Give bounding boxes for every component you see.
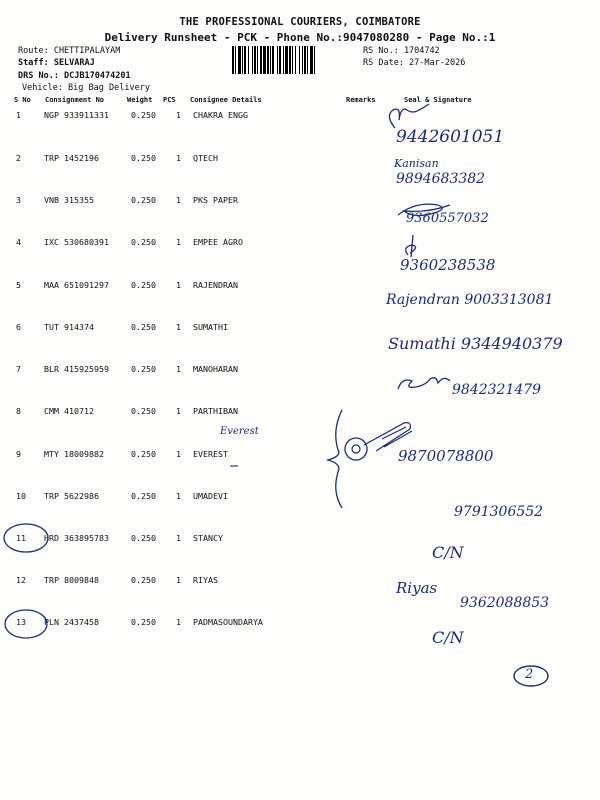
row-weight: 0.250 <box>131 575 156 585</box>
row-sno: 11 <box>16 533 26 543</box>
row-consignment: VNB 315355 <box>44 195 94 205</box>
row-consignee: RIYAS <box>193 575 218 585</box>
table-row <box>0 110 600 130</box>
row-pcs: 1 <box>176 575 181 585</box>
handwritten-row-13: C/N <box>432 628 464 647</box>
row-sno: 3 <box>16 195 21 205</box>
handwritten-row-6: Sumathi 9344940379 <box>388 334 563 353</box>
rs-date: RS Date: 27-Mar-2026 <box>363 58 466 68</box>
row-weight: 0.250 <box>131 110 156 120</box>
row-consignment: MAA 651091297 <box>44 280 109 290</box>
barcode <box>232 46 358 74</box>
row-consignment: TUT 914374 <box>44 322 94 332</box>
row-sno: 6 <box>16 322 21 332</box>
handwritten-note-row-8: Everest <box>220 426 259 437</box>
handwritten-name-row-12: Riyas <box>396 579 438 597</box>
row-consignee: MANOHARAN <box>193 364 238 374</box>
handwritten-phone-row-4: 9360238538 <box>400 256 496 274</box>
col-weight: Weight <box>127 96 153 104</box>
row-pcs: 1 <box>176 237 181 247</box>
row-pcs: 1 <box>176 533 181 543</box>
col-pcs: PCS <box>163 96 176 104</box>
row-sno: 4 <box>16 237 21 247</box>
col-sno: S No <box>14 96 31 104</box>
row-consignee: CHAKRA ENGG <box>193 110 248 120</box>
row-consignee: PARTHIBAN <box>193 406 238 416</box>
row-pcs: 1 <box>176 491 181 501</box>
handwritten-row-10: 9791306552 <box>454 504 544 520</box>
row-weight: 0.250 <box>131 153 156 163</box>
handwritten-phone-row-12: 9362088853 <box>460 595 550 611</box>
row-pcs: 1 <box>176 406 181 416</box>
row-consignment: TRP 1452196 <box>44 153 99 163</box>
row-consignee: EVEREST <box>193 449 228 459</box>
staff-label: Staff: SELVARAJ <box>18 58 95 68</box>
row-pcs: 1 <box>176 153 181 163</box>
row-pcs: 1 <box>176 617 181 627</box>
row-consignment: CMM 410712 <box>44 406 94 416</box>
handwritten-row-7: 9842321479 <box>452 382 542 398</box>
row-consignee: UMADEVI <box>193 491 228 501</box>
row-sno: 7 <box>16 364 21 374</box>
drs-label: DRS No.: DCJB170474201 <box>18 71 131 81</box>
handwritten-phone-row-1: 9442601051 <box>396 127 505 147</box>
row-consignment: BLR 415925959 <box>44 364 109 374</box>
row-consignment: MTY 18009882 <box>44 449 104 459</box>
row-consignment: HRD 363895783 <box>44 533 109 543</box>
row-weight: 0.250 <box>131 491 156 501</box>
company-title: THE PROFESSIONAL COURIERS, COIMBATORE <box>179 16 421 28</box>
runsheet-title: Delivery Runsheet - PCK - Phone No.:9047080280 - Page No.:1 <box>104 31 496 44</box>
handwritten-phone-row-3: 9360557032 <box>406 211 489 226</box>
handwritten-name-row-2: Kanisan <box>394 157 439 170</box>
handwritten-phone-row-9: 9870078800 <box>398 447 494 465</box>
row-sno: 8 <box>16 406 21 416</box>
handwritten-row-5: Rajendran 9003313081 <box>386 292 554 308</box>
handwritten-phone-row-2: 9894683382 <box>396 171 486 187</box>
row-pcs: 1 <box>176 195 181 205</box>
row-consignee: RAJENDRAN <box>193 280 238 290</box>
row-weight: 0.250 <box>131 237 156 247</box>
vehicle-label: Vehicle: Big Bag Delivery <box>22 83 150 93</box>
row-pcs: 1 <box>176 364 181 374</box>
row-consignment: TRP 5622986 <box>44 491 99 501</box>
row-sno: 2 <box>16 153 21 163</box>
table-row <box>0 533 600 553</box>
row-consignment: PLN 2437458 <box>44 617 99 627</box>
row-weight: 0.250 <box>131 533 156 543</box>
row-sno: 13 <box>16 617 26 627</box>
row-pcs: 1 <box>176 110 181 120</box>
row-weight: 0.250 <box>131 617 156 627</box>
route-label: Route: CHETTIPALAYAM <box>18 46 121 56</box>
handwritten-row-11: C/N <box>432 543 464 562</box>
col-remarks: Remarks <box>346 96 376 104</box>
row-consignee: PKS PAPER <box>193 195 238 205</box>
table-row <box>0 617 600 637</box>
row-consignment: IXC 530680391 <box>44 237 109 247</box>
table-row <box>0 364 600 384</box>
col-consignee: Consignee Details <box>190 96 262 104</box>
rs-number: RS No.: 1704742 <box>363 46 440 56</box>
table-row <box>0 195 600 215</box>
table-row <box>0 406 600 426</box>
row-consignee: QTECH <box>193 153 218 163</box>
row-consignment: NGP 933911331 <box>44 110 109 120</box>
row-consignee: STANCY <box>193 533 223 543</box>
row-weight: 0.250 <box>131 322 156 332</box>
row-sno: 10 <box>16 491 26 501</box>
page-number-handwritten: 2 <box>525 667 534 682</box>
col-consignment: Consignment No <box>45 96 105 104</box>
row-pcs: 1 <box>176 449 181 459</box>
row-sno: 12 <box>16 575 26 585</box>
row-sno: 1 <box>16 110 21 120</box>
col-seal-signature: Seal & Signature <box>404 96 472 104</box>
row-pcs: 1 <box>176 322 181 332</box>
row-sno: 9 <box>16 449 21 459</box>
row-weight: 0.250 <box>131 449 156 459</box>
row-consignee: PADMASOUNDARYA <box>193 617 263 627</box>
table-row <box>0 153 600 173</box>
row-weight: 0.250 <box>131 364 156 374</box>
row-pcs: 1 <box>176 280 181 290</box>
row-weight: 0.250 <box>131 280 156 290</box>
row-consignment: TRP 8009848 <box>44 575 99 585</box>
row-weight: 0.250 <box>131 195 156 205</box>
row-sno: 5 <box>16 280 21 290</box>
row-weight: 0.250 <box>131 406 156 416</box>
row-consignee: EMPEE AGRO <box>193 237 243 247</box>
table-row <box>0 449 600 469</box>
row-consignee: SUMATHI <box>193 322 228 332</box>
table-row <box>0 575 600 595</box>
table-row <box>0 237 600 257</box>
